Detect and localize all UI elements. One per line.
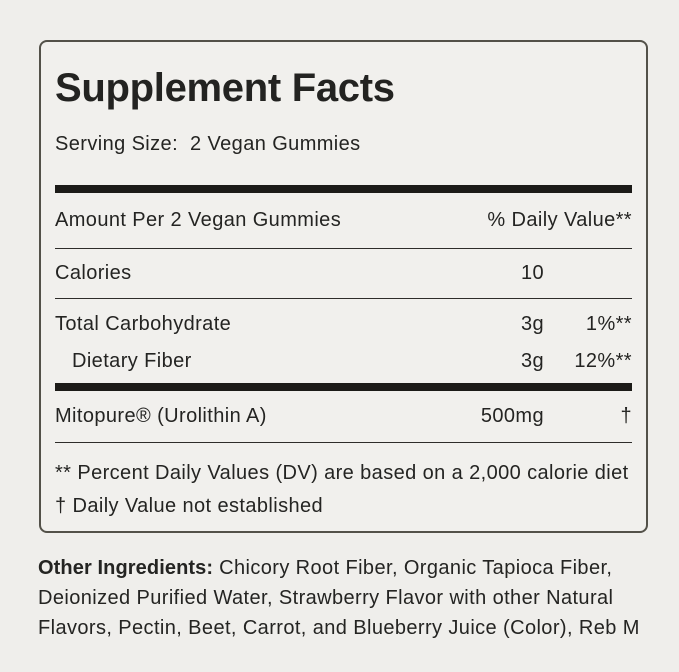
table-row-dietary-fiber (55, 336, 632, 383)
nutrient-amount: 10 (520, 262, 544, 284)
nutrient-amount: 500mg (480, 405, 544, 427)
nutrient-dv: 12%** (574, 350, 632, 372)
nutrient-dv: 1%** (585, 313, 632, 335)
footnotes (55, 460, 632, 519)
footnote-daily-values: ** Percent Daily Values (DV) are based on a 2,000 calorie diet (55, 462, 629, 484)
supplement-facts-panel (39, 40, 648, 533)
other-ingredients-label: Other Ingredients: (38, 557, 214, 579)
nutrient-name: Calories (55, 262, 132, 284)
nutrient-name: Mitopure® (Urolithin A) (55, 405, 267, 427)
table-row-mitopure (55, 391, 632, 442)
other-ingredients (38, 553, 658, 643)
thin-divider-3 (55, 442, 632, 443)
nutrient-dv: † (620, 405, 632, 427)
other-ingredients-line-3: Flavors, Pectin, Beet, Carrot, and Blueberry Juice (Color), Reb M (38, 617, 640, 639)
other-ingredients-line-2: Deionized Purified Water, Strawberry Flavor with other Natural (38, 587, 614, 609)
other-ingredients-text: Chicory Root Fiber, Organic Tapioca Fiber, (219, 557, 613, 579)
nutrient-name: Dietary Fiber (72, 350, 192, 372)
table-row-calories (55, 249, 632, 298)
amount-per-header: Amount Per 2 Vegan Gummies (55, 209, 342, 231)
serving-size-line (55, 131, 632, 157)
thick-divider-middle (55, 383, 632, 391)
serving-size-label: Serving Size: (55, 133, 179, 155)
nutrient-amount: 3g (520, 313, 544, 335)
nutrient-amount: 3g (520, 350, 544, 372)
table-row-total-carbohydrate (55, 299, 632, 336)
footnote-dagger: † Daily Value not established (55, 495, 324, 517)
nutrient-name: Total Carbohydrate (55, 313, 232, 335)
serving-size-value: 2 Vegan Gummies (190, 133, 361, 155)
thick-divider-top (55, 185, 632, 193)
table-header-row (55, 193, 632, 248)
daily-value-header: % Daily Value** (487, 209, 632, 231)
panel-title: Supplement Facts (55, 66, 395, 110)
other-ingredients-line-1 (38, 553, 658, 583)
